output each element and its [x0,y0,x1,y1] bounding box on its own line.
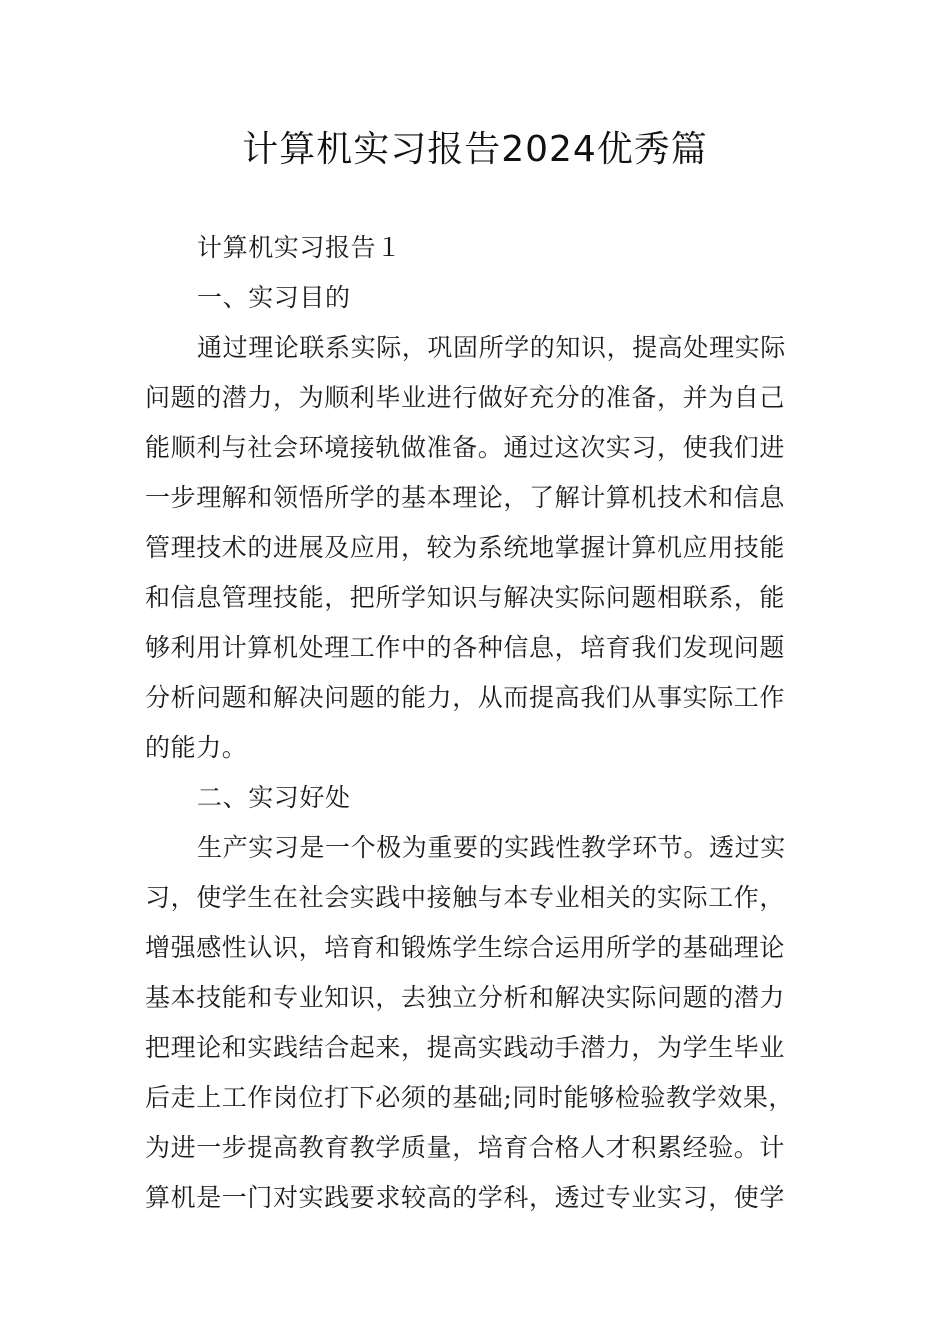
paragraph-line: 为进一步提高教育教学质量，培育合格人才积累经验。计 [145,1133,786,1162]
paragraph-line: 算机是一门对实践要求较高的学科，透过专业实习，使学 [145,1183,786,1212]
paragraph-line: 够利用计算机处理工作中的各种信息，培育我们发现问题 [145,633,786,662]
paragraph-line: 通过理论联系实际，巩固所学的知识，提高处理实际 [197,333,786,362]
document-title: 计算机实习报告2024优秀篇 [242,129,708,170]
paragraph-line: 问题的潜力，为顺利毕业进行做好充分的准备，并为自己 [145,383,786,412]
paragraph-line: 分析问题和解决问题的能力，从而提高我们从事实际工作 [145,683,786,712]
paragraph-line: 增强感性认识，培育和锻炼学生综合运用所学的基础理论 [145,933,786,962]
section-heading-benefits: 二、实习好处 [197,783,351,812]
paragraph-line: 的能力。 [145,733,248,762]
paragraph-line: 习，使学生在社会实践中接触与本专业相关的实际工作， [145,883,786,912]
paragraph-line: 生产实习是一个极为重要的实践性教学环节。透过实 [197,833,786,862]
document-body [145,223,810,1223]
paragraph-line: 基本技能和专业知识，去独立分析和解决实际问题的潜力 [145,983,786,1012]
paragraph-line: 管理技术的进展及应用，较为系统地掌握计算机应用技能 [145,533,786,562]
section-heading-report-1: 计算机实习报告１ [197,233,402,262]
paragraph-line: 和信息管理技能，把所学知识与解决实际问题相联系，能 [145,583,786,612]
section-heading-purpose: 一、实习目的 [197,283,351,312]
paragraph-line: 能顺利与社会环境接轨做准备。通过这次实习，使我们进 [145,433,786,462]
paragraph-line: 后走上工作岗位打下必须的基础;同时能够检验教学效果， [145,1083,795,1112]
paragraph-line: 把理论和实践结合起来，提高实践动手潜力，为学生毕业 [145,1033,786,1062]
paragraph-line: 一步理解和领悟所学的基本理论，了解计算机技术和信息 [145,483,786,512]
